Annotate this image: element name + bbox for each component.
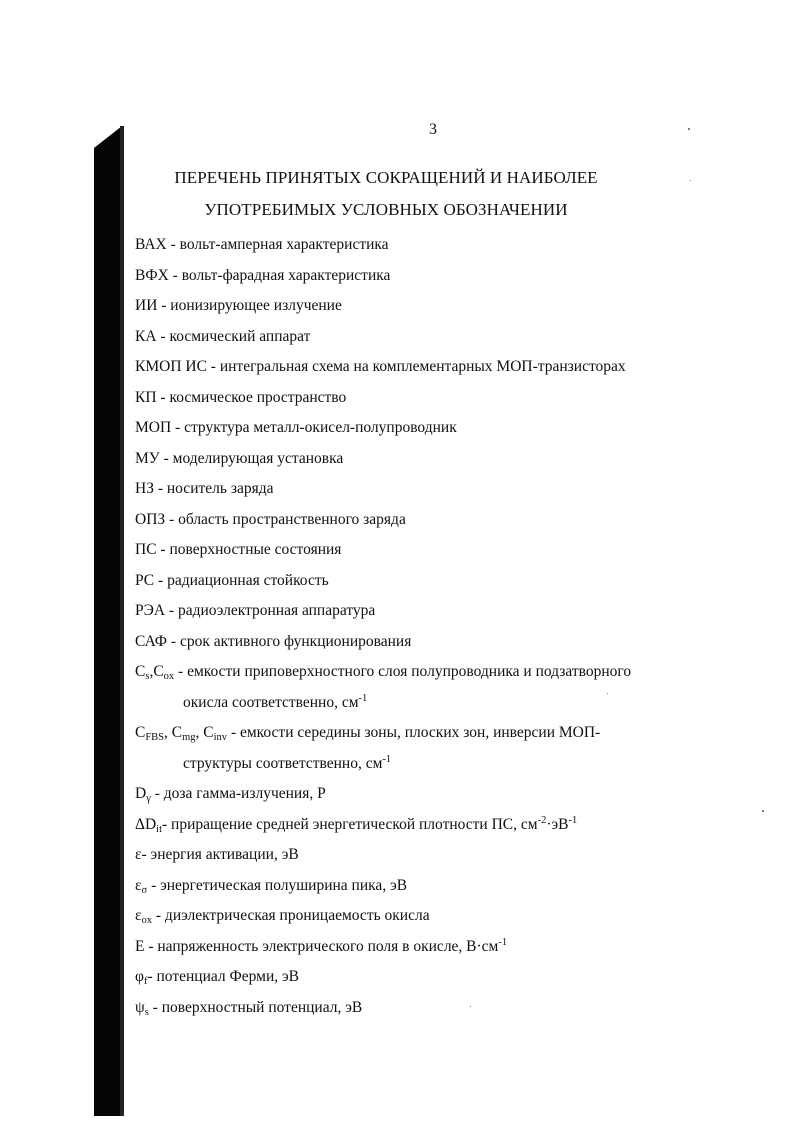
abbreviation-term: ВАХ xyxy=(135,236,167,253)
abbreviation-term: КА xyxy=(135,327,157,345)
symbol-main: ψ xyxy=(135,998,145,1016)
list-item xyxy=(135,657,715,718)
list-item xyxy=(135,901,715,932)
list-item xyxy=(135,291,715,322)
symbol-main: C xyxy=(135,724,146,741)
abbreviation-definition: - космическое пространство xyxy=(156,388,347,406)
list-item xyxy=(135,962,715,993)
abbreviation-list xyxy=(135,230,715,1023)
abbreviation-definition: - вольт-амперная характеристика xyxy=(166,236,389,253)
abbreviation-term: ПС xyxy=(135,541,157,558)
page-number: 3 xyxy=(429,121,437,138)
symbol-main: C xyxy=(171,724,183,741)
continuation-text: окисла соответственно, см xyxy=(183,693,359,711)
scan-speck xyxy=(688,128,690,130)
list-item xyxy=(135,810,715,841)
list-item xyxy=(135,413,715,444)
abbreviation-definition: - срок активного функционирования xyxy=(167,632,412,650)
symbol-definition: - приращение средней энергетической плотности ПС, см xyxy=(162,815,538,833)
symbol-separator: , xyxy=(195,724,204,741)
list-item xyxy=(135,718,715,779)
abbreviation-definition: - радиационная стойкость xyxy=(154,571,329,589)
abbreviation-term: ИИ xyxy=(135,297,158,314)
unit-text: ·эВ xyxy=(546,815,569,833)
list-item xyxy=(135,779,715,810)
scan-speck xyxy=(762,810,764,812)
page-title-line-1: ПЕРЕЧЕНЬ ПРИНЯТЫХ СОКРАЩЕНИЙ И НАИБОЛЕЕ xyxy=(174,168,598,187)
list-item xyxy=(135,871,715,902)
symbol-main: C xyxy=(153,663,164,680)
list-item xyxy=(135,322,715,353)
abbreviation-definition: - космический аппарат xyxy=(156,327,311,345)
symbol-subscript: ox xyxy=(141,915,153,926)
abbreviation-term: КМОП ИС xyxy=(135,358,207,375)
list-item xyxy=(135,444,715,475)
list-item xyxy=(135,474,715,505)
binding-shadow xyxy=(94,126,124,1116)
list-item xyxy=(135,505,715,536)
list-item xyxy=(135,261,715,292)
unit-superscript: -1 xyxy=(568,814,578,826)
abbreviation-definition: - вольт-фарадная характеристика xyxy=(168,266,391,284)
symbol-definition: - емкости приповерхностного слоя полупроводника и подзатворного xyxy=(174,663,632,680)
symbol-subscript: γ xyxy=(146,793,151,804)
abbreviation-term: ВФХ xyxy=(135,266,169,284)
list-item xyxy=(135,840,715,871)
symbol-subscript: it xyxy=(156,823,163,835)
symbol-main: ε xyxy=(135,876,142,894)
symbol-main: E xyxy=(135,937,145,955)
abbreviation-definition: - поверхностные состояния xyxy=(156,541,342,558)
abbreviation-definition: - моделирующая установка xyxy=(159,449,344,467)
abbreviation-term: МОП xyxy=(135,419,172,436)
unit-superscript: -1 xyxy=(382,753,392,765)
list-item xyxy=(135,932,715,963)
symbol-subscript: s xyxy=(145,671,150,682)
symbol-subscript: inv xyxy=(213,732,228,743)
symbol-term xyxy=(135,724,227,741)
symbol-definition: - доза гамма-излучения, Р xyxy=(150,785,326,802)
symbol-separator: , xyxy=(164,724,172,741)
symbol-subscript: s xyxy=(144,1006,149,1018)
abbreviation-term: РС xyxy=(135,571,155,589)
symbol-separator: , xyxy=(149,663,154,680)
symbol-definition: - емкости середины зоны, плоских зон, инверсии МОП- xyxy=(227,724,601,741)
abbreviation-term: КП xyxy=(135,388,157,406)
abbreviation-definition: - область пространственного заряда xyxy=(165,510,406,528)
symbol-term xyxy=(135,663,174,680)
abbreviation-term: РЭА xyxy=(135,602,166,619)
abbreviation-definition: - радиоэлектронная аппаратура xyxy=(165,602,376,619)
symbol-main: φ xyxy=(135,968,144,985)
symbol-definition: - диэлектрическая проницаемость окисла xyxy=(152,907,430,924)
symbol-definition: - поверхностный потенциал, эВ xyxy=(148,998,363,1016)
symbol-main: ε xyxy=(135,846,142,863)
list-item xyxy=(135,993,715,1024)
abbreviation-definition: - интегральная схема на комплементарных МОП-транзисторах xyxy=(206,358,626,375)
list-item xyxy=(135,627,715,658)
symbol-subscript: ox xyxy=(163,671,175,682)
unit-superscript: -1 xyxy=(498,936,508,948)
continuation-text: структуры соответственно, см xyxy=(183,754,383,772)
symbol-main: C xyxy=(203,724,214,741)
abbreviation-term: НЗ xyxy=(135,480,154,497)
list-item xyxy=(135,383,715,414)
list-item xyxy=(135,566,715,597)
abbreviation-definition: - структура металл-окисел-полупроводник xyxy=(171,419,457,436)
symbol-definition: - энергия активации, эВ xyxy=(141,846,299,863)
page-title-line-2: УПОТРЕБИМЫХ УСЛОВНЫХ ОБОЗНАЧЕНИИ xyxy=(204,200,568,219)
list-item xyxy=(135,352,715,383)
symbol-definition: - энергетическая полуширина пика, эВ xyxy=(147,876,408,894)
abbreviation-term: МУ xyxy=(135,449,160,467)
abbreviation-definition: - носитель заряда xyxy=(153,480,274,497)
symbol-subscript: FBS xyxy=(145,732,165,743)
symbol-main: ε xyxy=(135,907,142,924)
list-item xyxy=(135,535,715,566)
symbol-definition: - напряженность электрического поля в окисле, В·см xyxy=(144,937,499,955)
symbol-main: ΔD xyxy=(135,815,157,833)
symbol-main: C xyxy=(135,663,146,680)
list-item xyxy=(135,596,715,627)
symbol-main: D xyxy=(135,785,147,802)
abbreviation-definition: - ионизирующее излучение xyxy=(157,297,342,314)
definition-continuation xyxy=(135,688,715,719)
abbreviation-term: САФ xyxy=(135,632,168,650)
symbol-definition: - потенциал Ферми, эВ xyxy=(147,968,299,985)
unit-superscript: -2 xyxy=(537,814,547,826)
symbol-subscript: mg xyxy=(182,732,196,743)
symbol-subscript: σ xyxy=(141,884,148,896)
list-item xyxy=(135,230,715,261)
definition-continuation xyxy=(135,749,715,780)
unit-superscript: -1 xyxy=(358,692,368,704)
abbreviation-term: ОПЗ xyxy=(135,510,166,528)
symbol-subscript: f xyxy=(143,976,148,987)
